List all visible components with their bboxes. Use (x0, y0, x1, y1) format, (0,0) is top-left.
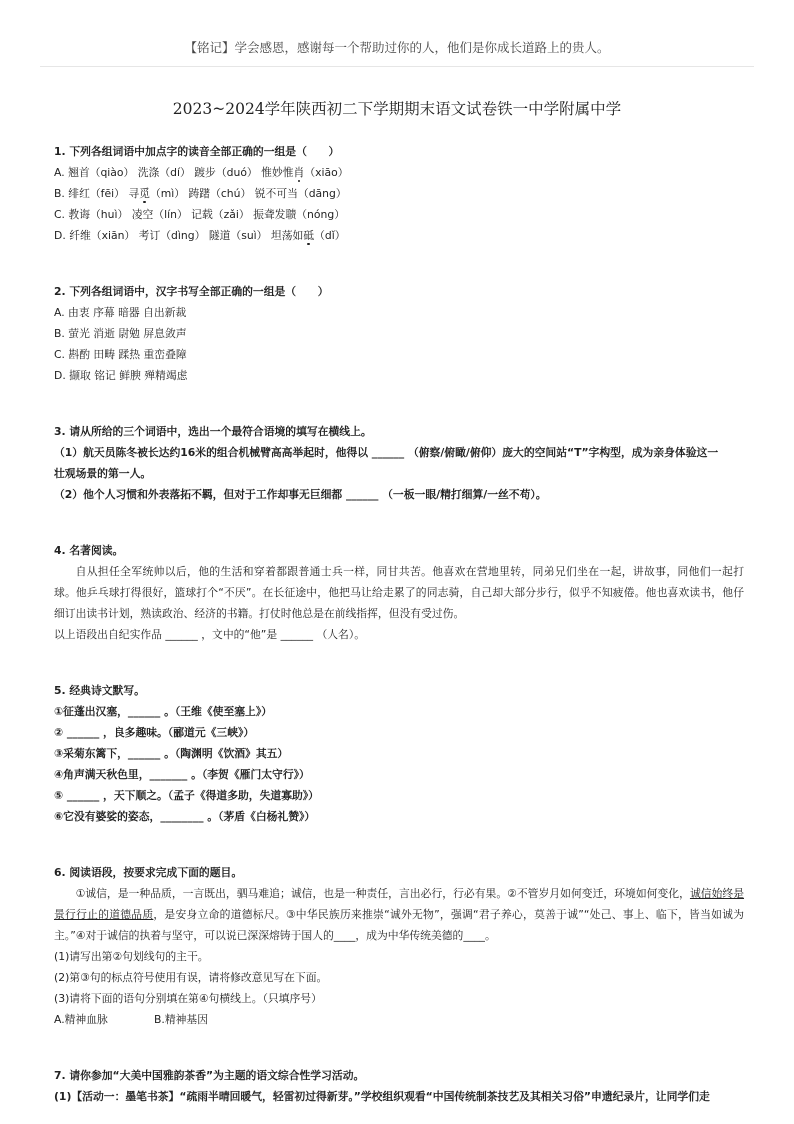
poem-line-3: ③采菊东篱下，______ 。（陶渊明《饮酒》其五） (54, 747, 289, 760)
question-4-ask: 以上语段出自纪实作品 ______ ，文中的“他”是 ______ （人名）。 (54, 628, 366, 641)
option-d-lead: D. (54, 229, 70, 242)
option-d-dotted-char: 砥 (303, 229, 315, 242)
question-3-sentence-1-cont: 壮观场景的第一人。 (54, 467, 152, 480)
question-4-stem: 4. 名著阅读。 (54, 544, 124, 557)
question-5-stem: 5. 经典诗文默写。 (54, 684, 145, 697)
question-1-option-a[interactable] (54, 162, 744, 183)
passage-part-2: ，是安身立命的道德标尺。③中华民族历来推崇“诚外无物”，强调“君子养心，莫善于诚”“处己、事上、临下，皆当如诚为主。”④对于诚信的执着与坚守，可以说已深深熔铸于国人的____，成为中华传统美德的____。 (54, 908, 744, 942)
question-7 (54, 1065, 744, 1107)
exam-title: 2023~2024学年陕西初二下学期期末语文试卷铁一中学附属中学 (172, 100, 622, 118)
question-6-stem: 6. 阅读语段，按要求完成下面的题目。 (54, 866, 243, 879)
question-2 (54, 281, 744, 386)
question-3-stem: 3. 请从所给的三个词语中，选出一个最符合语境的填写在横线上。 (54, 425, 372, 438)
question-4 (54, 540, 744, 645)
question-2-option-d[interactable]: D. 撷取 铭记 鲜腴 殚精竭虑 (54, 369, 188, 382)
question-6-sub-3: (3)请将下面的语句分别填在第④句横线上。（只填序号） (54, 992, 322, 1005)
poem-line-5: ⑤ ______ ，天下顺之。（孟子《得道多助，失道寡助》） (54, 789, 319, 802)
option-a-spirit[interactable]: A.精神血脉 (54, 1013, 108, 1026)
question-3-sentence-1: （1）航天员陈冬被长达约16米的组合机械臂高高举起时，他得以 ______ （俯察/俯瞰/俯仰）庞大的空间站“T”字构型，成为亲身体验这一 (54, 446, 719, 459)
option-c-lead: C. (54, 208, 69, 221)
question-3 (54, 421, 744, 505)
question-2-option-c[interactable]: C. 斟酌 田畴 蹂热 重峦叠障 (54, 348, 187, 361)
option-c-text: 教诲（huì） 凌空（lín） 记载（zǎi） 振聋发聩（nóng） (68, 208, 346, 221)
question-7-stem: 7. 请你参加“大美中国雅韵茶香”为主题的语文综合性学习活动。 (54, 1069, 365, 1082)
motto-banner: 【铭记】学会感恩，感谢每一个帮助过你的人，他们是你成长道路上的贵人。 (184, 40, 610, 55)
option-a-text-end: （xiāo） (304, 166, 349, 179)
header-divider (40, 66, 754, 67)
option-a-lead: A. (54, 166, 69, 179)
question-6-passage (54, 883, 744, 946)
question-2-option-a[interactable]: A. 由衷 序幕 暗器 自出新裁 (54, 306, 187, 319)
question-1-stem: 1. 下列各组词语中加点字的读音全部正确的一组是（ ） (54, 145, 340, 158)
question-3-sentence-2: （2）他个人习惯和外表落拓不羁，但对于工作却事无巨细都 ______ （一板一眼/精打细算/一丝不苟）。 (54, 488, 547, 501)
option-b-spirit[interactable]: B.精神基因 (154, 1013, 209, 1026)
passage-part-1: ①诚信，是一种品质，一言既出，驷马难追；诚信，也是一种责任，言出必行，行必有果。②不管岁月如何变迁，环境如何变化， (75, 887, 690, 900)
option-b-text: 绯红（fēi） 寻 (68, 187, 140, 200)
exam-body (54, 141, 744, 1107)
poem-line-2: ② ______ ，良多趣味。（郦道元《三峡》） (54, 726, 255, 739)
underlined-sentence: 诚信始终是景行行止的道德品质 (54, 887, 745, 921)
question-1-option-d[interactable] (54, 225, 744, 246)
option-a-text: 翘首（qiào） 洗涤（dí） 踱步（duó） 惟妙惟 (68, 166, 294, 179)
question-6-sub-1: (1)请写出第②句划线句的主干。 (54, 950, 209, 963)
option-d-text: 纤维（xiān） 考订（dìng） 隧道（suì） 坦荡如 (69, 229, 304, 242)
poem-line-1: ①征蓬出汉塞，______ 。（王维《使至塞上》） (54, 705, 273, 718)
option-b-text-end: （mì） 踌躇（chú） 锐不可当（dāng） (149, 187, 347, 200)
question-1-option-c[interactable] (54, 204, 744, 225)
option-b-dotted-char: 觅 (139, 187, 150, 200)
question-6-options (54, 1009, 744, 1030)
question-1 (54, 141, 744, 246)
option-a-dotted-char: 肖 (293, 166, 305, 179)
question-6 (54, 862, 744, 1030)
question-2-stem: 2. 下列各组词语中，汉字书写全部正确的一组是（ ） (54, 285, 329, 298)
question-2-option-b[interactable]: B. 萤光 消逝 尉勉 屏息敛声 (54, 327, 187, 340)
option-d-text-end: （dǐ） (314, 229, 346, 242)
question-7-activity-1: (1)【活动一：墨笔书茶】“疏雨半晴回暖气，轻雷初过得新芽。”学校组织观看“中国传统制茶技艺及其相关习俗”申遗纪录片，让同学们走 (54, 1090, 710, 1103)
question-4-passage: 自从担任全军统帅以后，他的生活和穿着都跟普通士兵一样，同甘共苦。他喜欢在营地里转，同弟兄们坐在一起，讲故事，同他们一起打球。他乒乓球打得很好，篮球打个“不厌”。在长征途中，他把马让给走累了的同志骑，自己却大部分步行，似乎不知疲倦。他也喜欢读书，他仔细订出读书计划，熟读政治、经济的书籍。打仗时他总是在前线指挥，但没有受过伤。 (54, 565, 744, 620)
question-1-option-b[interactable] (54, 183, 744, 204)
poem-line-6: ⑥它没有婆娑的姿态，________ 。（茅盾《白杨礼赞》） (54, 810, 316, 823)
poem-line-4: ④角声满天秋色里，_______ 。（李贺《雁门太守行》） (54, 768, 310, 781)
option-b-lead: B. (54, 187, 69, 200)
question-6-sub-2: (2)第③句的标点符号使用有误，请将修改意见写在下面。 (54, 971, 328, 984)
question-5 (54, 680, 744, 827)
